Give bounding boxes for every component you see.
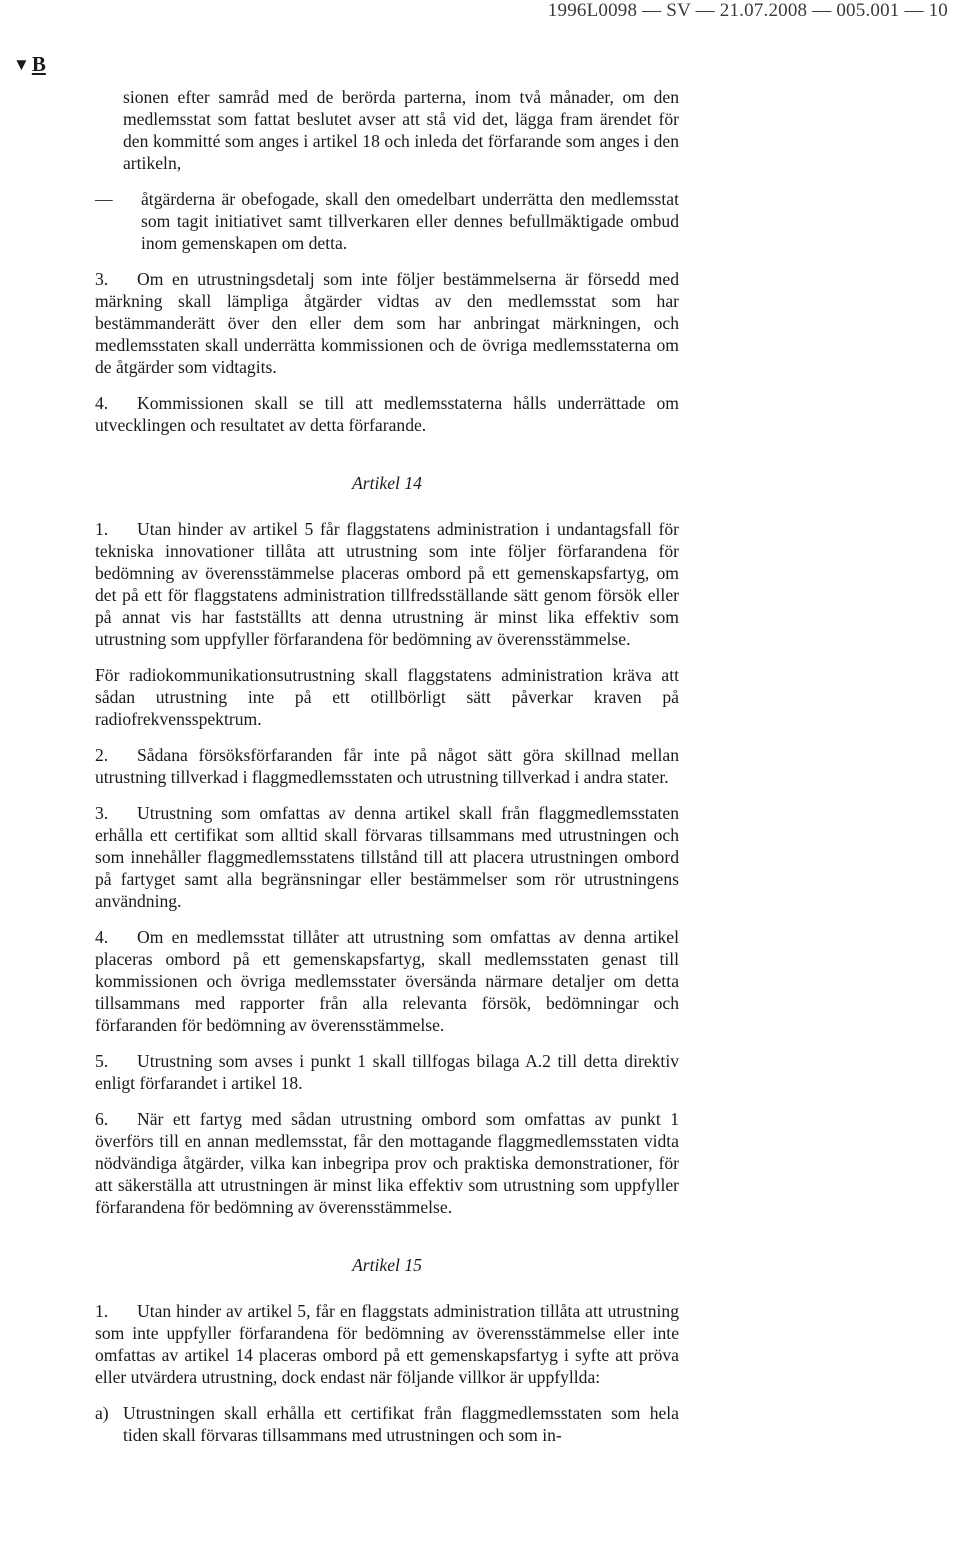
lettered-item-a (95, 1402, 679, 1446)
paragraph-text: Sådana försöksförfaranden får inte på något sätt göra skillnad mellan utrustning tillverkad i flaggmedlemsstaten och utrustning tillverkad i andra stater. (95, 745, 679, 787)
paragraph-number: 3. (95, 269, 109, 289)
paragraph-text: Om en utrustningsdetalj som inte följer bestämmelserna är försedd med märkning skall lämpliga åtgärder vidtas av den medlemsstat som har bestämmanderätt över den eller dem som har anbringat märkningen, och medlemsstaten skall underrätta kommissionen och de övriga medlemsstaterna om de åtgärder som vidtagits. (95, 269, 679, 377)
paragraph-text: Utan hinder av artikel 5, får en flaggstats administration tillåta att utrustning som inte uppfyller förfarandena för bedömning av överensstämmelse eller inte omfattas av artikel 14 placeras ombord på ett gemenskapsfartyg i syfte att pröva eller utvärdera utrustning, dock endast när följande villkor är uppfyllda: (95, 1301, 679, 1387)
marker-letter: B (31, 52, 46, 76)
paragraph-number: 5. (95, 1051, 109, 1071)
paragraph-text: Utrustning som avses i punkt 1 skall tillfogas bilaga A.2 till detta direktiv enligt förfarandet i artikel 18. (95, 1051, 679, 1093)
paragraph-4 (95, 392, 679, 436)
paragraph-3 (95, 268, 679, 378)
paragraph-text: När ett fartyg med sådan utrustning ombord som omfattas av punkt 1 överförs till en annan medlemsstat, får den mottagande flaggmedlemsstaten vidta nödvändiga åtgärder, vilka kan inbegripa prov och praktiska demonstrationer, för att säkerställa att utrustningen är minst lika effektiv som utrustning som uppfyller förfarandena för bedömning av överensstämmelse. (95, 1109, 679, 1217)
article-14-heading: Artikel 14 (352, 473, 422, 493)
paragraph-number: 2. (95, 745, 109, 765)
paragraph-text: Utrustning som omfattas av denna artikel skall från flaggmedlemsstaten erhålla ett certifikat som alltid skall förvaras tillsammans med utrustningen och som innehåller flaggmedlemsstatens tillstånd till att placera utrustningen ombord på fartyget samt alla begränsningar eller bestämmelser som rör utrustningens användning. (95, 803, 679, 911)
item-text: Utrustningen skall erhålla ett certifikat från flaggmedlemsstaten som hela tiden skall förvaras tillsammans med utrustningen och som in- (123, 1403, 679, 1445)
paragraph-number: 4. (95, 927, 109, 947)
dash-symbol: — (95, 189, 113, 209)
paragraph-number: 6. (95, 1109, 109, 1129)
item-label: a) (95, 1403, 109, 1423)
article-14-paragraph-3 (95, 802, 679, 912)
paragraph-number: 4. (95, 393, 109, 413)
dash-list-item (95, 188, 679, 254)
article-15-paragraph-1 (95, 1300, 679, 1388)
article-14-paragraph-1 (95, 518, 679, 650)
paragraph-number: 1. (95, 519, 109, 539)
paragraph-text: Utan hinder av artikel 5 får flaggstatens administration i undantagsfall för tekniska innovationer tillåta att utrustning som inte följer förfarandena för bedömning av överensstämmelse placeras ombord på ett gemenskapsfartyg, om det på ett för flaggstatens administration tillfredsställande sätt genom försök eller på annat vis har fastställts att denna utrustning är minst lika effektiv som utrustning som uppfyller förfarandena för bedömning av överensstämmelse. (95, 519, 679, 649)
article-14-paragraph-2 (95, 744, 679, 788)
paragraph-text: Kommissionen skall se till att medlemsstaterna hålls underrättade om utvecklingen och resultatet av detta förfarande. (95, 393, 679, 435)
paragraph-number: 3. (95, 803, 109, 823)
document-body (95, 86, 679, 1460)
article-14-paragraph-1b: För radiokommunikationsutrustning skall flaggstatens administration kräva att sådan utrustning inte på ett otillbörligt sätt påverkar kraven på radiofrekvensspektrum. (95, 665, 679, 729)
paragraph-number: 1. (95, 1301, 109, 1321)
dash-item-text: åtgärderna är obefogade, skall den omedelbart underrätta den medlemsstat som tagit initiativet samt tillverkaren eller dennes befullmäktigade ombud inom gemenskapen om detta. (141, 189, 679, 253)
amendment-marker (13, 52, 46, 77)
paragraph-text: Om en medlemsstat tillåter att utrustning som omfattas av denna artikel placeras ombord på ett gemenskapsfartyg, skall medlemsstaten genast till kommissionen och övriga medlemsstater översända närmare detaljer om detta tillsammans med rapporter från alla relevanta försök, bedömningar och förfaranden för bedömning av överensstämmelse. (95, 927, 679, 1035)
triangle-down-icon: ▼ (13, 54, 30, 74)
intro-paragraph: sionen efter samråd med de berörda parterna, inom två månader, om den medlemsstat som fattat beslutet avser att stå vid det, lägga fram ärendet för den kommitté som anges i artikel 18 och inleda det förfarande som anges i den artikeln, (123, 87, 679, 173)
article-14-paragraph-5 (95, 1050, 679, 1094)
document-header: 1996L0098 — SV — 21.07.2008 — 005.001 — 10 (547, 0, 948, 21)
article-14-paragraph-6 (95, 1108, 679, 1218)
article-14-paragraph-4 (95, 926, 679, 1036)
article-15-heading: Artikel 15 (352, 1255, 422, 1275)
